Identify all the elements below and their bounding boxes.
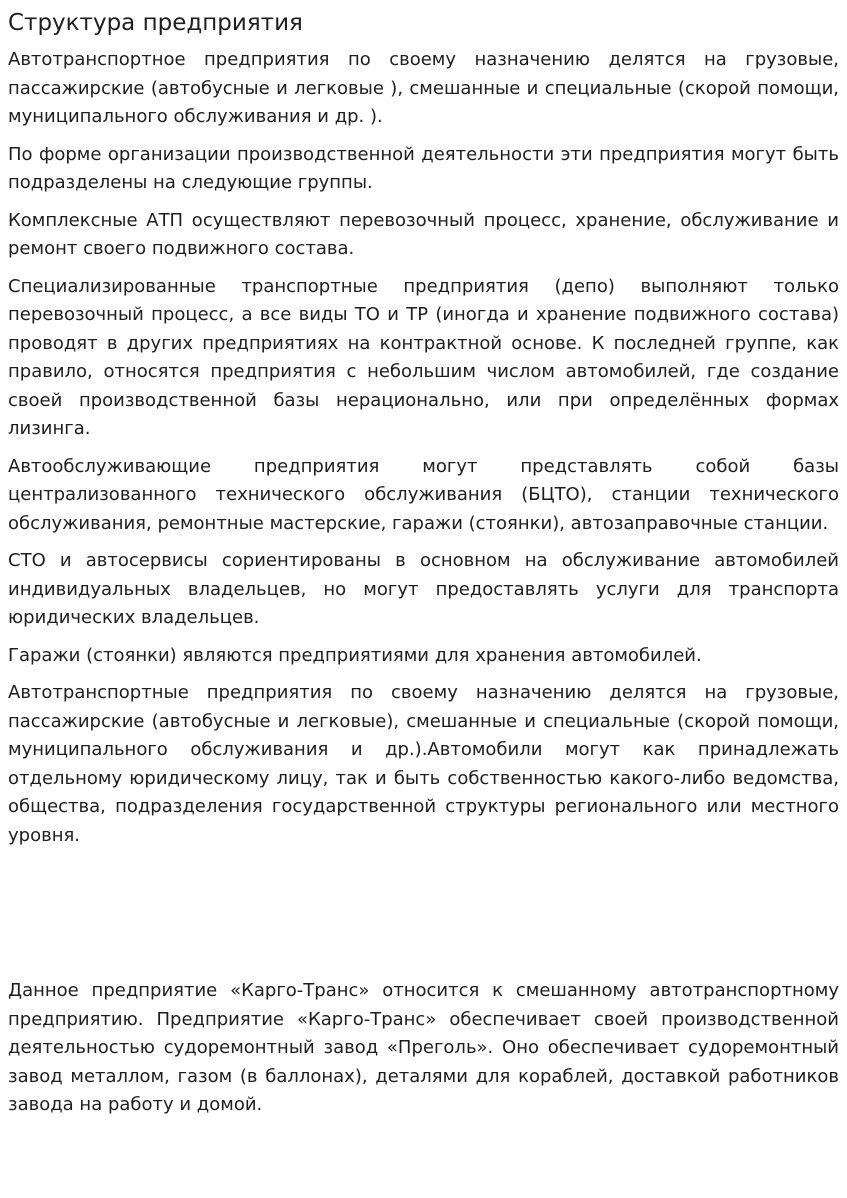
document-page bbox=[8, 6, 839, 1129]
paragraph-service-enterprises: Автообслуживающие предприятия могут представлять собой базы централизованного технического обслуживания (БЦТО), станции технического обслуживания, ремонтные мастерские, гаражи (стоянки), автозаправочные станции. bbox=[8, 455, 839, 534]
paragraph-purpose: Автотранспортное предприятия по своему назначению делятся на грузовые, пассажирские (автобусные и легковые ), смешанные и специальные (скорой помощи, муниципального обслуживания и др. ). bbox=[8, 49, 839, 127]
page-title: Структура предприятия bbox=[8, 10, 303, 36]
blank-space bbox=[8, 859, 839, 977]
paragraph-specialized: Специализированные транспортные предприятия (депо) выполняют только перевозочный процесс, а все виды ТО и ТР (иногда и хранение подвижного состава) проводят в других предприятиях на контрактной основе. К последней группе, как правило, относятся предприятия с небольшим числом автомобилей, где создание своей производственной базы нерационально, или при определённых формах лизинга. bbox=[8, 275, 839, 439]
paragraph-garages: Гаражи (стоянки) являются предприятиями для хранения автомобилей. bbox=[8, 644, 702, 666]
paragraph-ownership: Автотранспортные предприятия по своему назначению делятся на грузовые, пассажирские (автобусные и легковые), смешанные и специальные (скорой помощи, муниципального обслуживания и др.).Автомобили могут как принадлежать отдельному юридическому лицу, так и быть собственностью какого-либо ведомства, общества, подразделения государственной структуры регионального или местного уровня. bbox=[8, 682, 839, 846]
paragraph-complex-atp: Комплексные АТП осуществляют перевозочный процесс, хранение, обслуживание и ремонт своего подвижного состава. bbox=[8, 209, 839, 259]
paragraph-cargo-trans: Данное предприятие «Карго-Транс» относится к смешанному автотранспортному предприятию. Предприятие «Карго-Транс» обеспечивает своей производственной деятельностью судоремонтный завод «Преголь». Оно обеспечивает судоремонтный завод металлом, газом (в баллонах), деталями для кораблей, доставкой работников завода на работу и домой. bbox=[8, 980, 839, 1115]
paragraph-organization-form: По форме организации производственной деятельности эти предприятия могут быть подразделены на следующие группы. bbox=[8, 143, 839, 193]
paragraph-sto: СТО и автосервисы сориентированы в основном на обслуживание автомобилей индивидуальных владельцев, но могут предоставлять услуги для транспорта юридических владельцев. bbox=[8, 550, 839, 628]
